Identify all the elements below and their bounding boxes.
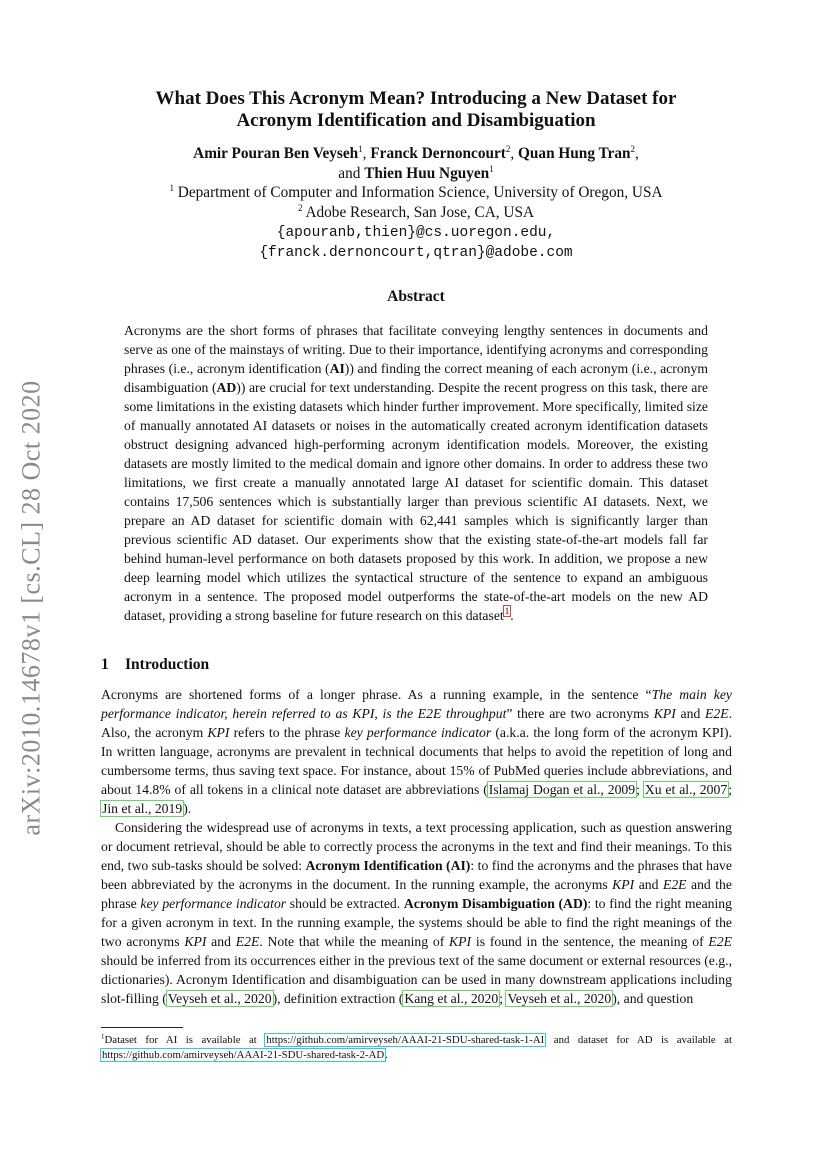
p2-term: E2E bbox=[708, 934, 732, 949]
p2-term: key performance indicator bbox=[140, 896, 287, 911]
p2-term: KPI bbox=[449, 934, 472, 949]
p2-ai-definition: Acronym Identification (AI) bbox=[305, 858, 471, 873]
p1-text: . Also, the acronym bbox=[101, 706, 732, 740]
p1-text: and bbox=[675, 706, 705, 721]
p2-text: : to find the acronyms and the phrases that have been abbreviated by the acronyms in the document. In the running example, the acronyms bbox=[101, 858, 732, 892]
citation-link[interactable]: Xu et al., 2007 bbox=[644, 782, 728, 797]
ai-dataset-url-link[interactable]: https://github.com/amirveyseh/AAAI-21-SDU-shared-task-1-AI bbox=[266, 1034, 545, 1046]
p2-text: should be extracted. bbox=[286, 896, 404, 911]
p1-example: The main key performance indicator, herein referred to as KPI, is the E2E throughput bbox=[101, 687, 733, 721]
abstract-ad-term: AD bbox=[216, 380, 237, 395]
arxiv-identifier bbox=[6, 368, 58, 848]
email-line-1: {apouranb,thien}@cs.uoregon.edu, bbox=[276, 225, 556, 241]
abstract-end: . bbox=[510, 608, 514, 623]
author-2: Franck Dernoncourt bbox=[370, 145, 506, 162]
abstract-ai-term: AI bbox=[329, 361, 345, 376]
p2-text: is found in the sentence, the meaning of bbox=[471, 934, 709, 949]
p1-text: Acronyms are shortened forms of a longer phrase. As a running example, in the sentence “ bbox=[101, 687, 652, 702]
p2-text: should be inferred from its occurrences either in the previous text of the same document or external resources (e.g., dictionaries). Acronym Identification and disambiguation can be used in many downstream applications including slot-filling ( bbox=[101, 953, 732, 1006]
abstract-heading: Abstract bbox=[387, 288, 445, 305]
citation-link[interactable]: Kang et al., 2020 bbox=[404, 991, 499, 1006]
affiliations bbox=[100, 183, 732, 263]
p2-text: and the phrase bbox=[101, 877, 732, 911]
intro-paragraph-2 bbox=[101, 818, 732, 1008]
abstract-paragraph bbox=[124, 321, 708, 625]
p1-text: refers to the phrase bbox=[229, 725, 345, 740]
citation-link[interactable]: Veyseh et al., 2020 bbox=[507, 991, 612, 1006]
abstract-text-2: )) and finding the correct meaning of each acronym (i.e., acronym disambiguation ( bbox=[124, 361, 708, 395]
p2-text: and bbox=[634, 877, 663, 892]
author-and: and bbox=[338, 164, 361, 182]
author-list: Amir Pouran Ben Veyseh$^1$, Franck Dernoncourt$^2$, Quan Hung Tran$^2$, and Thien Huu Nguyen$^1$ bbox=[193, 143, 639, 182]
abstract-text-1: Acronyms are the short forms of phrases that facilitate conveying lengthy sentences in documents and serve as one of the mainstays of writing. Due to their importance, identifying acronyms and corresponding phrases (i.e., acronym identification ( bbox=[124, 323, 708, 376]
p1-sep: ; bbox=[728, 782, 732, 797]
author-2-affil: 2 bbox=[505, 143, 511, 154]
abstract-text-3: )) are crucial for text understanding. Despite the recent progress on this task, there are some limitations in the existing datasets which hinder further improvement. More specifically, limited size of manually annotated AI datasets or noises in the automatically created acronym identification datasets obstruct designing advanced high-performing acronym identification models. Moreover, the existing datasets are mostly limited to the medical domain and ignore other domains. In order to address these two limitations, we first create a manually annotated large AI dataset for scientific domain. This dataset contains 17,506 sentences which is substantially larger than previous scientific AI datasets. Next, we prepare an AD dataset for scientific domain with 62,441 samples which is significantly larger than previous scientific AD dataset. Our experiments show that the existing state-of-the-art models fall far behind human-level performance on both datasets proposed by this work. In addition, we propose a new deep learning model which utilizes the syntactical structure of the sentence to expand an ambiguous acronym in a sentence. The proposed model outperforms the state-of-the-art models on the new AD dataset, providing a strong baseline for future research on this dataset bbox=[124, 380, 708, 623]
intro-paragraph-1 bbox=[101, 685, 732, 818]
section-number: 1 bbox=[101, 656, 109, 673]
section-title: Introduction bbox=[125, 656, 210, 673]
p2-text: ), definition extraction ( bbox=[272, 991, 404, 1006]
p2-term: KPI bbox=[612, 877, 635, 892]
introduction-body bbox=[101, 685, 732, 1008]
p2-term: KPI bbox=[184, 934, 207, 949]
p1-term: KPI bbox=[207, 725, 230, 740]
p1-text: (a.k.a. the long form of the acronym KPI). In written language, acronyms are prevalent in technical documents that helps to avoid the repetition of long and cumbersome terms, thus saving text space. For instance, about 15% of PubMed queries include abbreviations, and about 14.8% of all tokens in a clinical note dataset are abbreviations ( bbox=[101, 725, 733, 797]
footnote bbox=[101, 1033, 732, 1062]
ad-dataset-url-link[interactable]: https://github.com/amirveyseh/AAAI-21-SDU-shared-task-2-AD bbox=[102, 1048, 385, 1061]
citation-link[interactable]: Jin et al., 2019 bbox=[102, 801, 183, 816]
author-3-affil: 2 bbox=[630, 143, 636, 154]
p2-term: E2E bbox=[662, 877, 687, 892]
author-4-affil: 1 bbox=[489, 163, 494, 174]
p2-text: : to find the right meaning for a given acronym in text. In the running example, the systems should be able to find the right meanings of the two acronyms bbox=[101, 896, 732, 949]
paper-title bbox=[100, 88, 732, 132]
citation-link[interactable]: Veyseh et al., 2020 bbox=[167, 991, 272, 1006]
footnote-ref-link[interactable]: 1 bbox=[504, 606, 510, 617]
footnote-text: . bbox=[385, 1048, 388, 1061]
affil-1: Department of Computer and Information Science, University of Oregon, USA bbox=[177, 184, 663, 201]
p2-term: E2E bbox=[235, 934, 260, 949]
p2-sep: ; bbox=[499, 991, 507, 1006]
p2-text: ), and question bbox=[612, 991, 694, 1006]
author-1-affil: 1 bbox=[358, 143, 363, 154]
footnote-marker: 1 bbox=[101, 1032, 105, 1041]
section-heading bbox=[101, 656, 209, 674]
citation-link[interactable]: Islamaj Dogan et al., 2009 bbox=[488, 782, 636, 797]
affil-2: Adobe Research, San Jose, CA, USA bbox=[305, 204, 535, 221]
author-1: Amir Pouran Ben Veyseh bbox=[193, 145, 359, 162]
author-3: Quan Hung Tran bbox=[518, 145, 631, 162]
p1-text: ). bbox=[183, 801, 192, 816]
p1-term: key performance indicator bbox=[344, 725, 492, 740]
email-line-2: {franck.dernoncourt,qtran}@adobe.com bbox=[259, 245, 573, 261]
title-line-2: Acronym Identification and Disambiguation bbox=[236, 110, 596, 131]
p1-term: E2E bbox=[705, 706, 729, 721]
abstract-body bbox=[124, 321, 708, 625]
p2-ad-definition: Acronym Disambiguation (AD) bbox=[403, 896, 588, 911]
footnote-text: Dataset for AI is available at bbox=[104, 1034, 266, 1046]
p2-text: Considering the widespread use of acronyms in texts, a text processing application, such as question answering or document retrieval, should be able to correctly process the acronyms in the text and find their meanings. To this end, two sub-tasks should be solved: bbox=[101, 820, 732, 873]
affil-1-marker: 1 bbox=[169, 182, 174, 193]
footnote-text: and dataset for AD is available at bbox=[545, 1034, 732, 1046]
p2-text: and bbox=[206, 934, 236, 949]
p1-text: ” there are two acronyms bbox=[506, 706, 654, 721]
author-4: Thien Huu Nguyen bbox=[364, 164, 490, 182]
p1-sep: ; bbox=[636, 782, 644, 797]
arxiv-identifier-text: arXiv:2010.14678v1 [cs.CL] 28 Oct 2020 bbox=[17, 380, 47, 836]
footnote-divider bbox=[101, 1027, 183, 1028]
affil-2-marker: 2 bbox=[297, 202, 303, 213]
p1-term: KPI bbox=[653, 706, 676, 721]
p2-text: . Note that while the meaning of bbox=[259, 934, 450, 949]
title-line-1: What Does This Acronym Mean? Introducing a New Dataset for bbox=[155, 88, 677, 109]
